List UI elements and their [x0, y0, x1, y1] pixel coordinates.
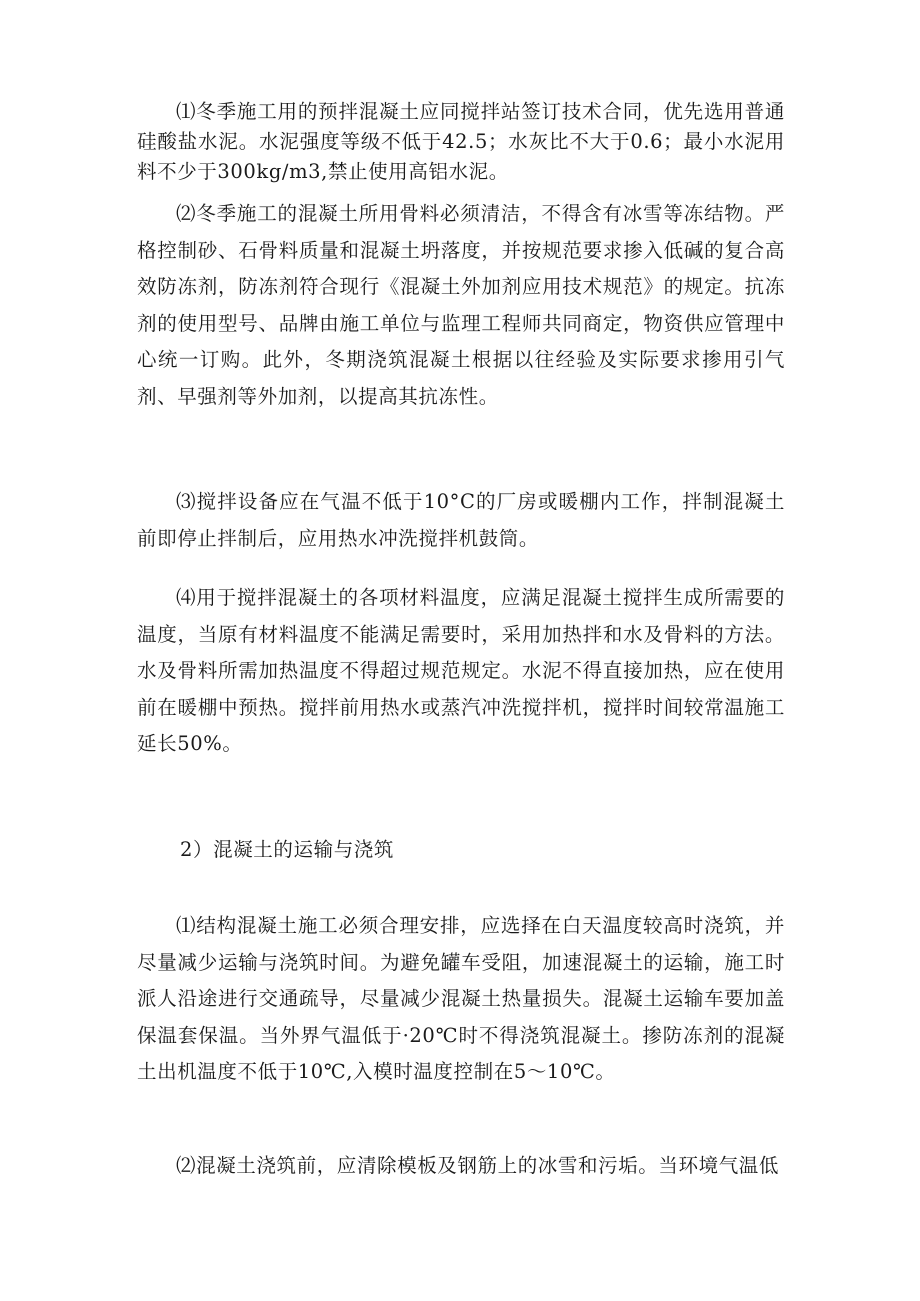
paragraph-6 [137, 1148, 785, 1185]
paragraph-3 [137, 484, 785, 557]
section-heading: 2）混凝土的运输与浇筑 [180, 838, 395, 861]
paragraph-1 [137, 97, 785, 187]
paragraph-text: ⑴冬季施工用的预拌混凝土应同搅拌站签订技术合同，优先选用普通硅酸盐水泥。水泥强度等级不低于42.5；水灰比不大于0.6；最小水泥用料不少于300kg∕m3,禁止使用高铝水泥。 [137, 100, 785, 183]
paragraph-4 [137, 580, 785, 763]
paragraph-text: ⑵冬季施工的混凝土所用骨料必须清洁，不得含有冰雪等冻结物。严格控制砂、石骨料质量和混凝土坍落度，并按规范要求掺入低碱的复合高效防冻剂，防冻剂符合现行《混凝土外加剂应用技术规范》的规定。抗冻剂的使用型号、品牌由施工单位与监理工程师共同商定，物资供应管理中心统一订购。此外，冬期浇筑混凝土根据以往经验及实际要求掺用引气剂、早强剂等外加剂，以提高其抗冻性。 [137, 202, 785, 408]
paragraph-5 [137, 908, 785, 1091]
paragraph-text: ⑷用于搅拌混凝土的各项材料温度，应满足混凝土搅拌生成所需要的温度，当原有材料温度不能满足需要时，采用加热拌和水及骨料的方法。水及骨料所需加热温度不得超过规范规定。水泥不得直接加热，应在使用前在暖棚中预热。搅拌前用热水或蒸汽冲洗搅拌机，搅拌时间较常温施工延长50%。 [137, 586, 785, 755]
paragraph-text: ⑴结构混凝土施工必须合理安排，应选择在白天温度较高时浇筑，并尽量减少运输与浇筑时间。为避免罐车受阻，加速混凝土的运输，施工时派人沿途进行交通疏导，尽量减少混凝土热量损失。混凝土运输车要加盖保温套保温。当外界气温低于·20℃时不得浇筑混凝土。掺防冻剂的混凝土出机温度不低于10℃,入模时温度控制在5〜10℃。 [137, 914, 785, 1083]
paragraph-text: ⑶搅拌设备应在气温不低于10°C的厂房或暖棚内工作，拌制混凝土前即停止拌制后，应用热水冲洗搅拌机鼓筒。 [137, 490, 785, 550]
paragraph-text: ⑵混凝土浇筑前，应清除模板及钢筋上的冰雪和污垢。当环境气温低 [176, 1154, 780, 1177]
paragraph-2 [137, 196, 785, 415]
